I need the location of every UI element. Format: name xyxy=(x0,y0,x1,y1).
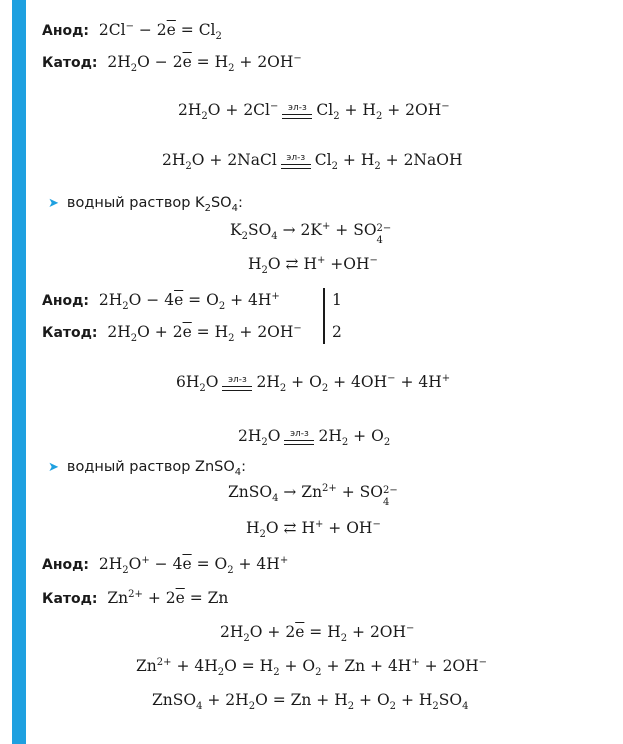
anode-line-1: Анод: $2Cl^- - 2\overline{e} = Cl_2$ xyxy=(42,21,222,42)
bullet-arrow-icon: ➤ xyxy=(48,196,59,211)
water-dissociation-1: $H_2O$ ⇄ H+ +OH− xyxy=(248,255,378,276)
anode-line-2: Анод: $2H_2O - 4\overline{e} = O_2 + 4H^+$ xyxy=(42,291,280,312)
k2so4-dissociation: $K_2SO_4 \to 2K^+$ + SO 2− 4 xyxy=(230,221,392,246)
anode-line-3: Анод: $2H_2O^+ - 4\overline{e} = O_2 + 4H^+$ xyxy=(42,555,289,576)
k2so4-sum-equation: $6H_2O$ эл-з $2H_2 + O_2 + 4OH^- + 4H^+$ xyxy=(176,373,451,394)
anode-label: Анод: xyxy=(42,23,90,39)
nacl-ionic-equation: $2H_2O + 2Cl^-$ эл-з $Cl_2 + H_2 + 2OH^-$ xyxy=(178,101,450,122)
cathode-line-2: Катод: $2H_2O + 2\overline{e} = H_2 + 2OH^-$ xyxy=(42,323,302,344)
water-dissociation-2: $H_2O$ ⇄ H+ + OH− xyxy=(246,519,381,540)
bullet-k2so4: ➤ водный раствор $K_2SO_4$: xyxy=(48,195,243,214)
znso4-ionic-equation: $Zn^{2+} + 4H_2O = H_2 + O_2 + Zn + 4H^+ + 2OH^-$ xyxy=(136,657,488,678)
balance-divider xyxy=(323,288,325,344)
bullet-arrow-icon: ➤ xyxy=(48,460,59,475)
accent-side-bar xyxy=(12,0,26,744)
nacl-molecular-equation: $2H_2O$ + 2NaCl эл-з $Cl_2 + H_2$ + 2NaOH xyxy=(162,151,463,172)
coefficient-2: 2 xyxy=(332,323,342,341)
znso4-molecular-equation: ZnSO$_4$ + $2H_2O = Zn + H_2 + O_2 + H_2SO_4$ xyxy=(152,691,469,712)
water-reduction: $2H_2O + 2\overline{e} = H_2 + 2OH^-$ xyxy=(220,623,415,644)
cathode-line-1: Катод: $2H_2O - 2\overline{e} = H_2 + 2OH^-$ xyxy=(42,53,302,74)
k2so4-final-equation: $2H_2O$ эл-з $2H_2 + O_2$ xyxy=(238,427,391,448)
znso4-dissociation: ZnSO$_4$ → $Zn^{2+}$ + SO 2− 4 xyxy=(228,483,398,508)
coefficient-1: 1 xyxy=(332,291,342,309)
cathode-line-3: Катод: $Zn^{2+} + 2\overline{e} = Zn$ xyxy=(42,589,229,607)
cathode-label: Катод: xyxy=(42,55,98,71)
bullet-znso4: ➤ водный раствор ZnSO$_4$: xyxy=(48,459,247,478)
